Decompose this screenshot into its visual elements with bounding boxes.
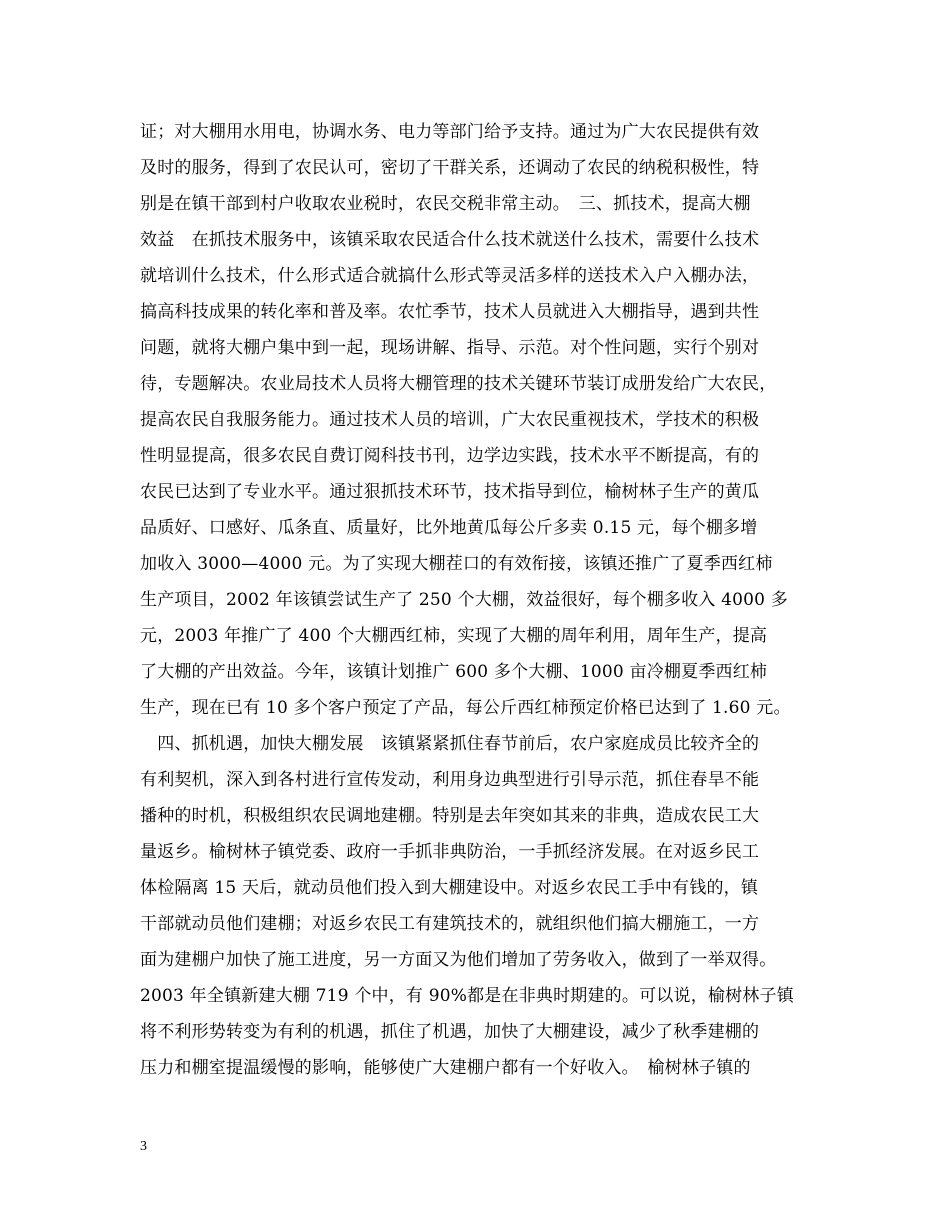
text-line: 待，专题解决。农业局技术人员将大棚管理的技术关键环节装订成册发给广大农民， [140, 374, 777, 394]
text-line: 及时的服务，得到了农民认可，密切了干群关系，还调动了农民的纳税积极性，特 [140, 158, 760, 178]
text-line: 有利契机，深入到各村进行宣传发动，利用身边典型进行引导示范，抓住春旱不能 [140, 770, 760, 790]
text-line: 2003 年全镇新建大棚 719 个中，有 90%都是在非典时期建的。可以说，榆树林子镇 [140, 986, 794, 1006]
text-line: 品质好、口感好、瓜条直、质量好，比外地黄瓜每公斤多卖 0.15 元，每个棚多增 [140, 518, 758, 538]
text-line: 四、抓机遇，加快大棚发展 该镇紧紧抓住春节前后，农户家庭成员比较齐全的 [140, 734, 760, 754]
text-line: 搞高科技成果的转化率和普及率。农忙季节，技术人员就进入大棚指导，遇到共性 [140, 302, 760, 322]
text-line: 播种的时机，积极组织农民调地建棚。特别是去年突如其来的非典，造成农民工大 [140, 806, 760, 826]
text-line: 干部就动员他们建棚；对返乡农民工有建筑技术的，就组织他们搞大棚施工，一方 [140, 914, 760, 934]
text-line: 生产项目，2002 年该镇尝试生产了 250 个大棚，效益很好，每个棚多收入 4000 多 [140, 590, 788, 610]
text-line: 元，2003 年推广了 400 个大棚西红柿，实现了大棚的周年利用，周年生产，提高 [140, 626, 768, 646]
text-line: 性明显提高，很多农民自费订阅科技书刊，边学边实践，技术水平不断提高，有的 [140, 446, 760, 466]
text-line: 生产，现在已有 10 多个客户预定了产品，每公斤西红柿预定价格已达到了 1.60 元。 [140, 698, 791, 718]
text-line: 面为建棚户加快了施工进度，另一方面又为他们增加了劳务收入，做到了一举双得。 [140, 950, 777, 970]
text-line: 加收入 3000—4000 元。为了实现大棚茬口的有效衔接，该镇还推广了夏季西红柿 [140, 554, 773, 574]
text-line: 压力和棚室提温缓慢的影响，能够使广大建棚户都有一个好收入。 榆树林子镇的 [140, 1058, 751, 1078]
text-line: 量返乡。榆树林子镇党委、政府一手抓非典防治，一手抓经济发展。在对返乡民工 [140, 842, 760, 862]
text-line: 将不利形势转变为有利的机遇，抓住了机遇，加快了大棚建设，减少了秋季建棚的 [140, 1022, 760, 1042]
text-line: 别是在镇干部到村户收取农业税时，农民交税非常主动。 三、抓技术，提高大棚 [140, 194, 751, 214]
text-line: 农民已达到了专业水平。通过狠抓技术环节，技术指导到位，榆树林子生产的黄瓜 [140, 482, 760, 502]
text-line: 证；对大棚用水用电，协调水务、电力等部门给予支持。通过为广大农民提供有效 [140, 122, 760, 142]
text-line: 提高农民自我服务能力。通过技术人员的培训，广大农民重视技术，学技术的积极 [140, 410, 760, 430]
text-line: 就培训什么技术，什么形式适合就搞什么形式等灵活多样的送技术入户入棚办法， [140, 266, 760, 286]
text-line: 效益 在抓技术服务中，该镇采取农民适合什么技术就送什么技术，需要什么技术 [140, 230, 760, 250]
text-line: 问题，就将大棚户集中到一起，现场讲解、指导、示范。对个性问题，实行个别对 [140, 338, 760, 358]
page-number: 3 [140, 1139, 147, 1154]
text-line: 了大棚的产出效益。今年，该镇计划推广 600 多个大棚、1000 亩冷棚夏季西红柿 [140, 662, 768, 682]
text-line: 体检隔离 15 天后，就动员他们投入到大棚建设中。对返乡农民工手中有钱的，镇 [140, 878, 759, 898]
